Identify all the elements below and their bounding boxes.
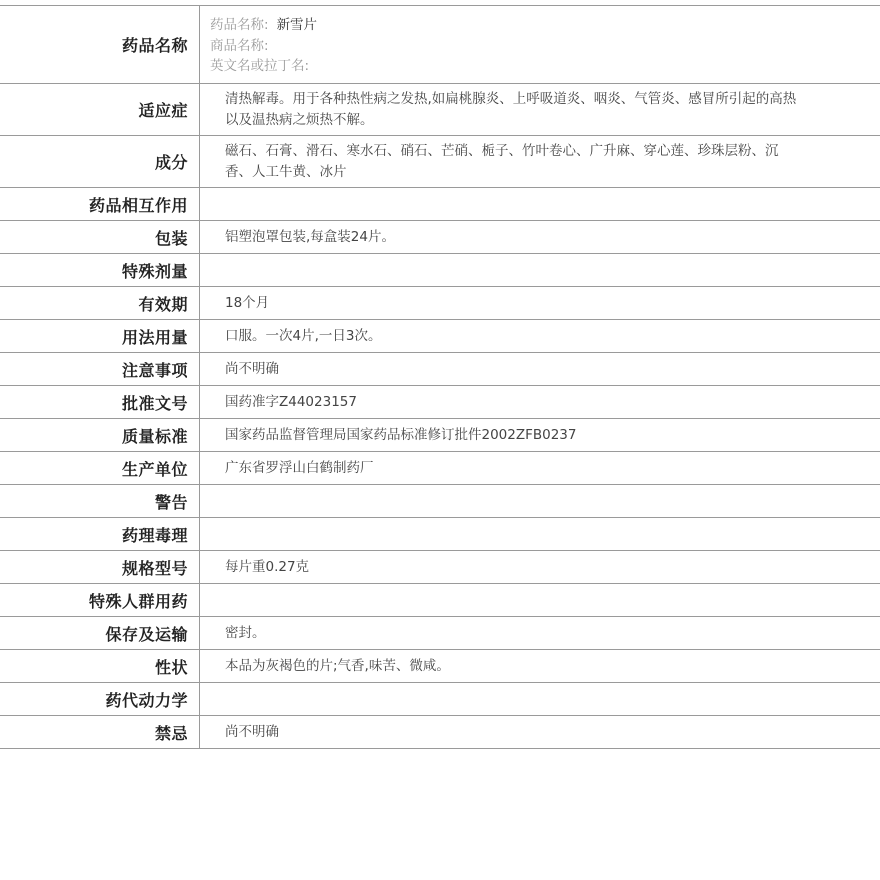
drug-name-line (210, 15, 870, 36)
row-value (200, 584, 880, 616)
table-row-indications (0, 84, 880, 136)
row-value (200, 136, 880, 187)
row-label: 质量标准 (0, 419, 200, 451)
row-label: 包装 (0, 221, 200, 253)
table-row-specification (0, 551, 880, 584)
drug-info-table (0, 5, 880, 749)
row-value-text: 国药准字Z44023157 (225, 393, 357, 410)
row-value-text: 本品为灰褐色的片;气香,味苦、微咸。 (225, 657, 450, 674)
drug-name-key: 药品名称: (210, 17, 269, 33)
row-label: 适应症 (0, 84, 200, 135)
table-row-special-populations (0, 584, 880, 617)
row-label: 性状 (0, 650, 200, 682)
row-label: 保存及运输 (0, 617, 200, 649)
row-value-text: 磁石、石膏、滑石、寒水石、硝石、芒硝、栀子、竹叶卷心、广升麻、穿心莲、珍珠层粉、沉香、人工牛黄、冰片 (225, 142, 779, 180)
table-row-precautions (0, 353, 880, 386)
row-value (200, 551, 880, 583)
table-row-ingredients (0, 136, 880, 188)
table-row-packaging (0, 221, 880, 254)
table-row-storage (0, 617, 880, 650)
row-value (200, 353, 880, 385)
row-value-text: 广东省罗浮山白鹤制药厂 (225, 459, 374, 476)
row-value (200, 617, 880, 649)
row-label: 成分 (0, 136, 200, 187)
row-value-text: 尚不明确 (225, 723, 279, 740)
table-row-warning (0, 485, 880, 518)
row-value-text: 每片重0.27克 (225, 558, 310, 575)
table-row-manufacturer (0, 452, 880, 485)
row-label: 规格型号 (0, 551, 200, 583)
row-value (200, 188, 880, 220)
drug-name-label: 药品名称 (0, 6, 200, 83)
row-value (200, 386, 880, 418)
table-row-special-dosage (0, 254, 880, 287)
table-row-contraindications (0, 716, 880, 749)
row-value-text: 清热解毒。用于各种热性病之发热,如扁桃腺炎、上呼吸道炎、咽炎、气管炎、感冒所引起的高热以及温热病之烦热不解。 (225, 90, 797, 128)
row-value-text: 18个月 (225, 294, 270, 311)
table-row-appearance (0, 650, 880, 683)
row-value (200, 320, 880, 352)
trade-name-line (210, 36, 870, 57)
drug-name-row (0, 6, 880, 84)
table-row-quality-standard (0, 419, 880, 452)
row-value (200, 716, 880, 748)
row-value (200, 419, 880, 451)
row-value-text: 密封。 (225, 624, 266, 641)
row-label: 批准文号 (0, 386, 200, 418)
table-row-approval-number (0, 386, 880, 419)
row-value (200, 84, 880, 135)
row-label: 药理毒理 (0, 518, 200, 550)
row-value-text: 国家药品监督管理局国家药品标准修订批件2002ZFB0237 (225, 426, 577, 443)
row-value (200, 650, 880, 682)
drug-name-values (200, 6, 880, 83)
row-value (200, 518, 880, 550)
row-label: 药代动力学 (0, 683, 200, 715)
row-value (200, 287, 880, 319)
row-value-text: 口服。一次4片,一日3次。 (225, 327, 382, 344)
row-label: 有效期 (0, 287, 200, 319)
table-row-pharmacology (0, 518, 880, 551)
row-label: 生产单位 (0, 452, 200, 484)
row-value (200, 221, 880, 253)
table-row-dosage (0, 320, 880, 353)
row-value (200, 683, 880, 715)
trade-name-key: 商品名称: (210, 37, 269, 54)
english-name-key: 英文名或拉丁名: (210, 58, 310, 74)
row-label: 禁忌 (0, 716, 200, 748)
row-label: 用法用量 (0, 320, 200, 352)
row-value (200, 452, 880, 484)
row-value (200, 254, 880, 286)
row-value (200, 485, 880, 517)
row-value-text: 尚不明确 (225, 360, 279, 377)
row-label: 注意事项 (0, 353, 200, 385)
english-name-line (210, 56, 870, 77)
row-label: 警告 (0, 485, 200, 517)
drug-name-value: 新雪片 (276, 17, 318, 33)
table-row-shelf-life (0, 287, 880, 320)
table-row-interactions (0, 188, 880, 221)
table-row-pharmacokinetics (0, 683, 880, 716)
row-label: 特殊人群用药 (0, 584, 200, 616)
row-value-text: 铝塑泡罩包装,每盒装24片。 (225, 228, 395, 245)
row-label: 特殊剂量 (0, 254, 200, 286)
row-label: 药品相互作用 (0, 188, 200, 220)
